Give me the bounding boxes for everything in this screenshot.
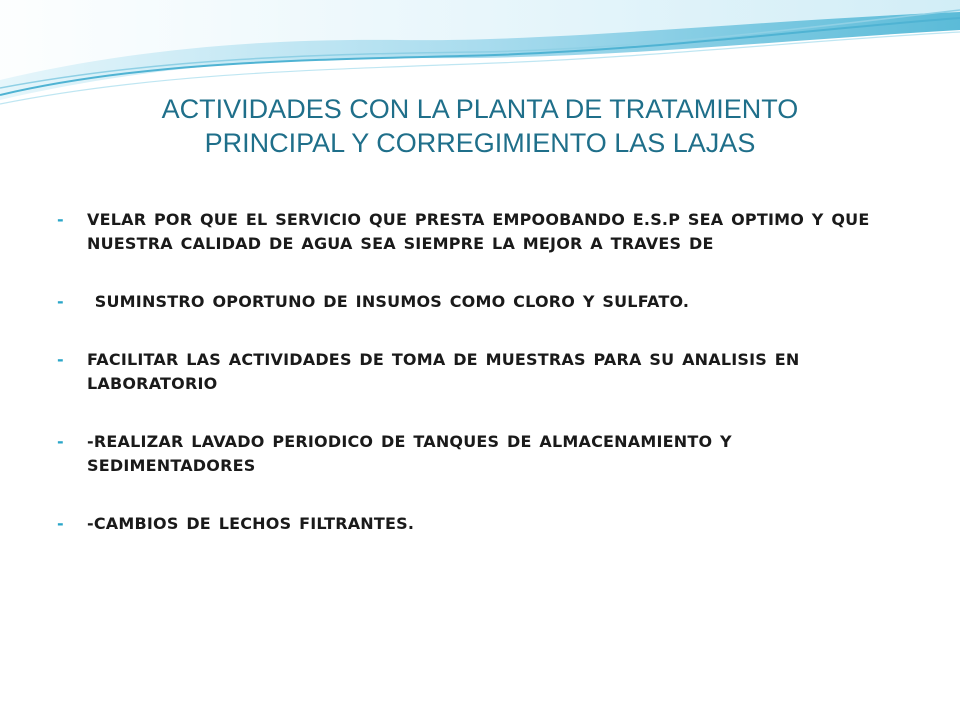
bullet-list (57, 208, 907, 570)
bullet-marker: - (57, 292, 64, 311)
bullet-text: VELAR POR QUE EL SERVICIO QUE PRESTA EMPOOBANDO E.S.P SEA OPTIMO Y QUE NUESTRA CALIDAD DE AGUA SEA SIEMPRE LA MEJOR A TRAVES DE (87, 210, 870, 253)
bullet-text: -CAMBIOS DE LECHOS FILTRANTES. (87, 514, 415, 533)
bullet-item (57, 290, 907, 314)
title-line-1: ACTIVIDADES CON LA PLANTA DE TRATAMIENTO (161, 94, 799, 124)
bullet-item (57, 348, 907, 396)
slide-title (60, 92, 900, 160)
bullet-marker: - (57, 350, 64, 369)
title-line-2: PRINCIPAL Y CORREGIMIENTO LAS LAJAS (204, 128, 756, 158)
bullet-text: FACILITAR LAS ACTIVIDADES DE TOMA DE MUESTRAS PARA SU ANALISIS EN LABORATORIO (87, 350, 800, 393)
bullet-item (57, 430, 907, 478)
bullet-text: SUMINSTRO OPORTUNO DE INSUMOS COMO CLORO Y SULFATO. (87, 292, 690, 311)
bullet-item (57, 208, 907, 256)
bullet-marker: - (57, 514, 64, 533)
bullet-marker: - (57, 432, 64, 451)
bullet-marker: - (57, 210, 64, 229)
bullet-item (57, 512, 907, 536)
bullet-text: -REALIZAR LAVADO PERIODICO DE TANQUES DE ALMACENAMIENTO Y SEDIMENTADORES (87, 432, 732, 475)
